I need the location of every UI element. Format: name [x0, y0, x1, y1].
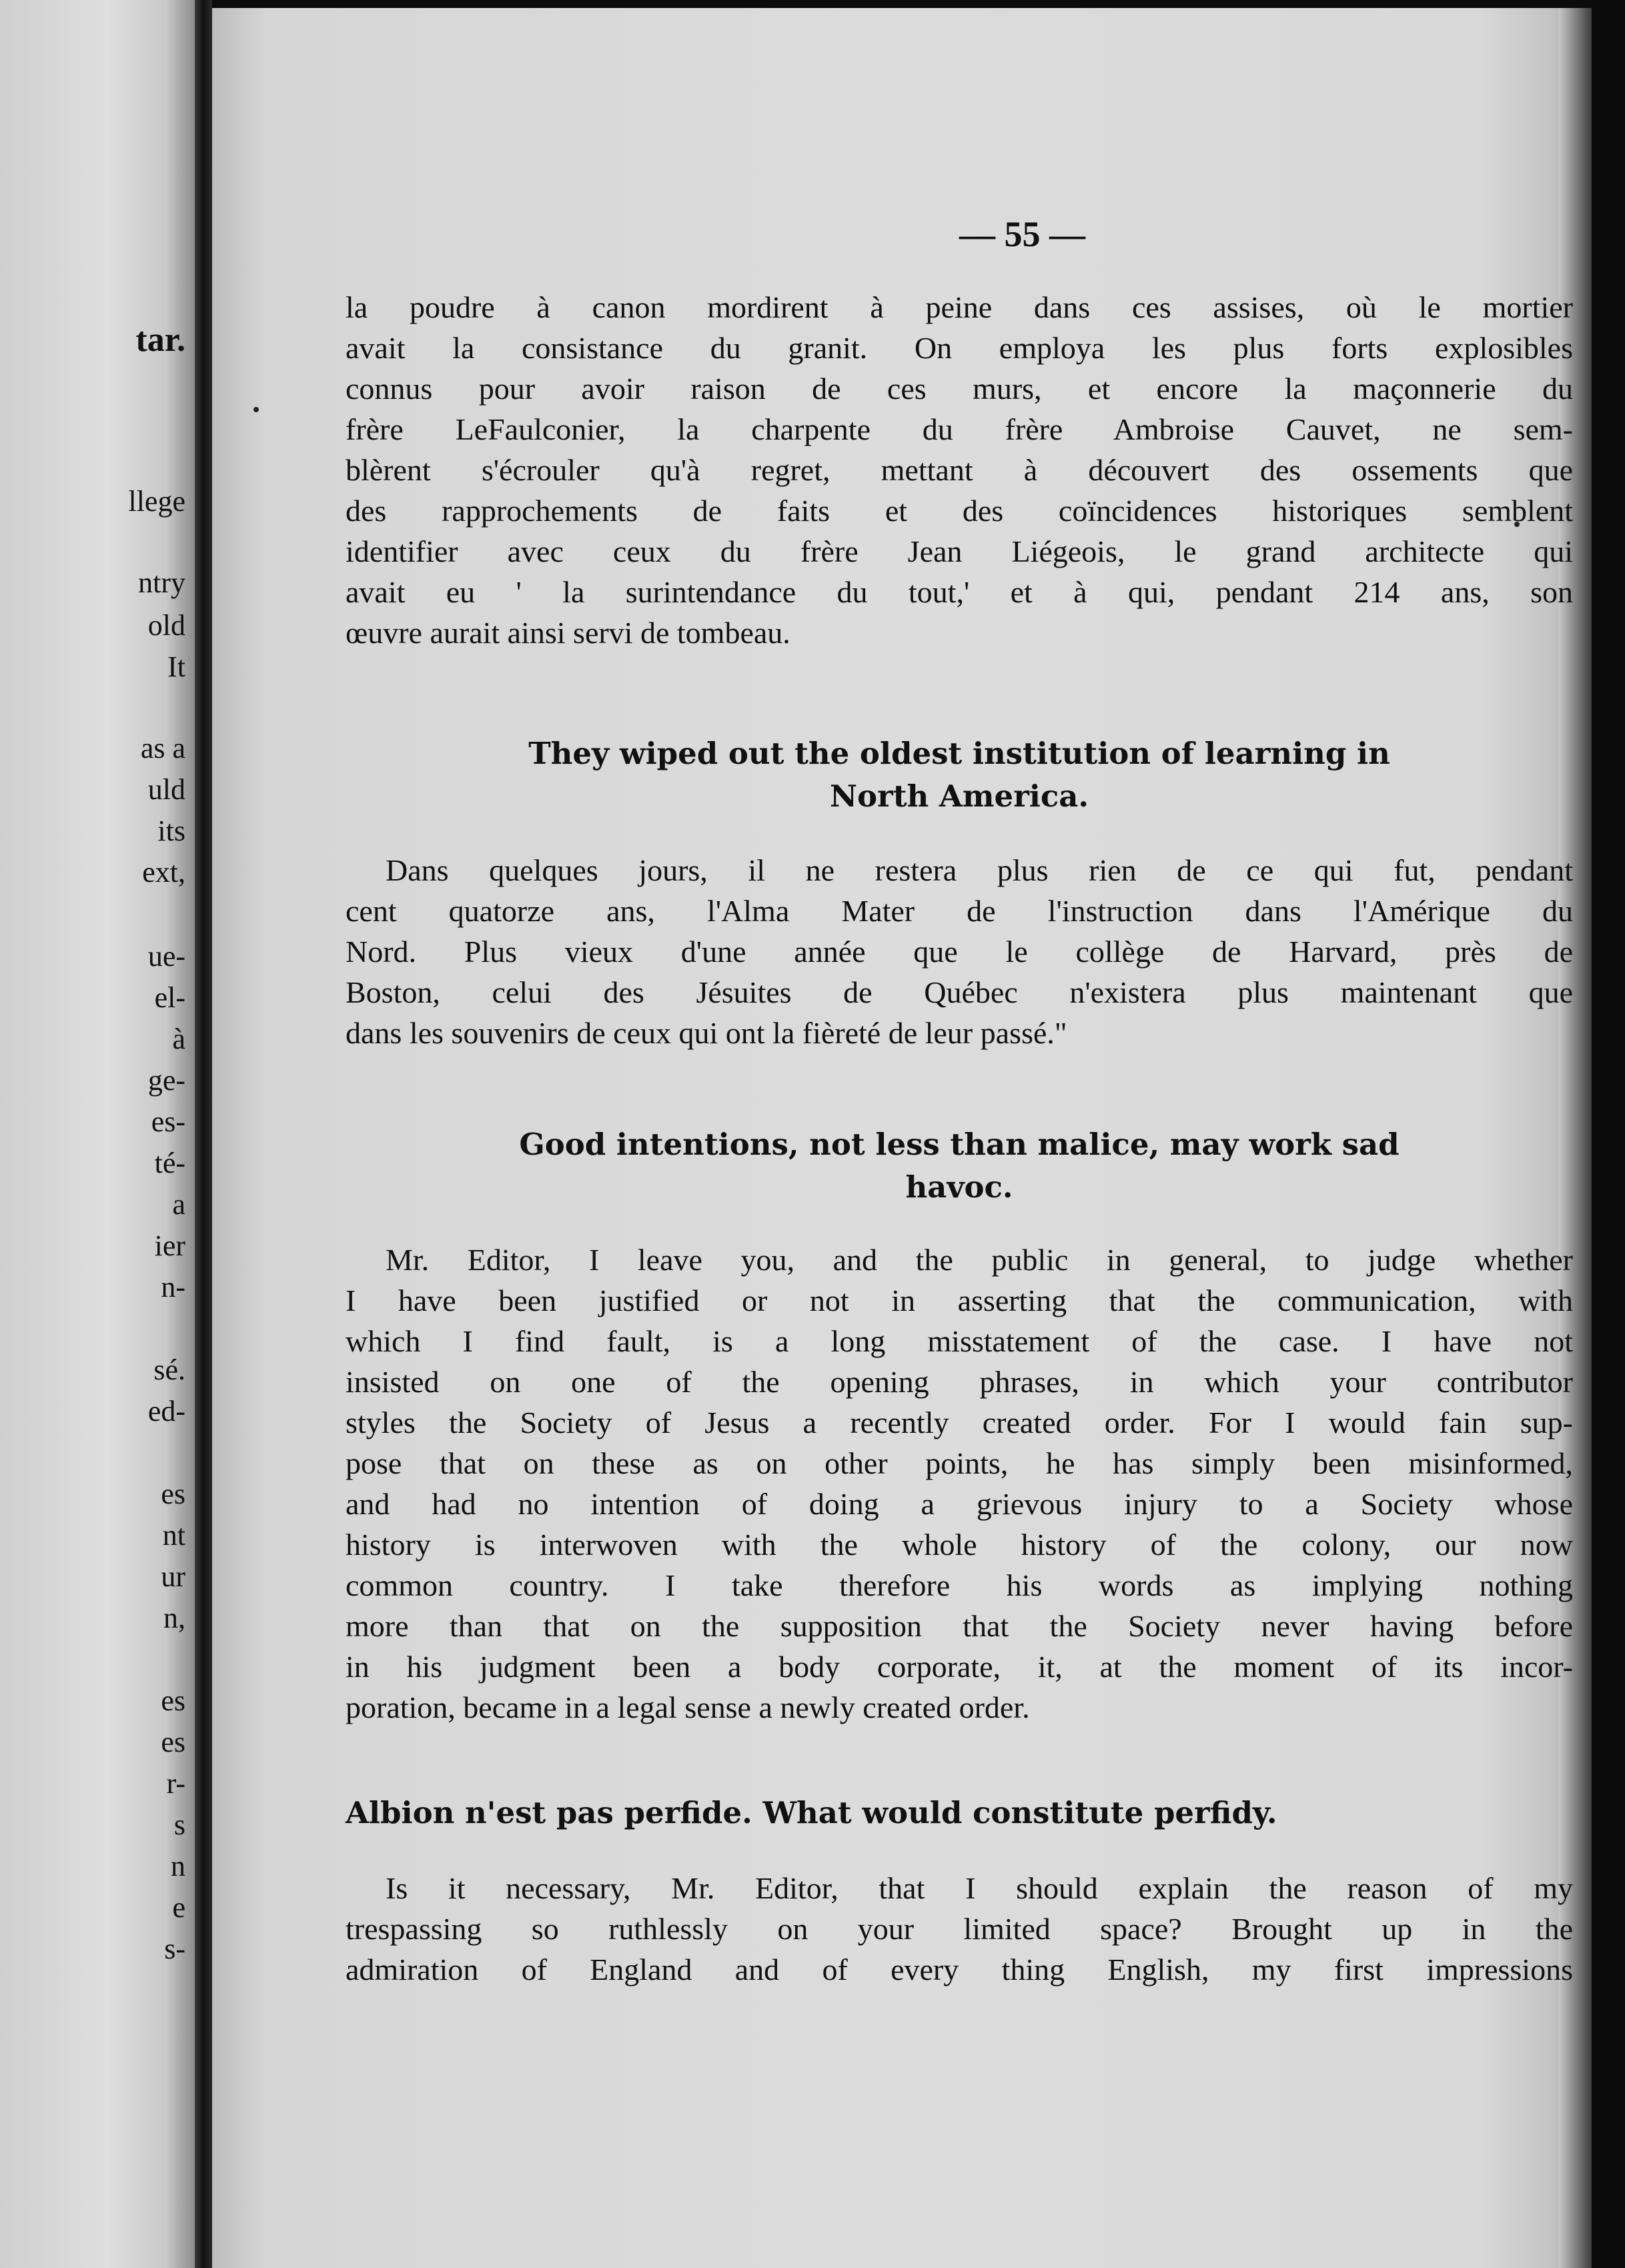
text-line: cent quatorze ans, l'Alma Mater de l'instruction dans l'Amérique du — [346, 894, 1573, 928]
left-fragment: sé. — [153, 1353, 185, 1386]
facing-page-fragment — [0, 0, 195, 2268]
paragraph-3 — [346, 1239, 1573, 1280]
left-fragment: r- — [166, 1767, 185, 1800]
text-line: common country. I take therefore his words as implying nothing — [346, 1568, 1573, 1602]
text-line: Nord. Plus vieux d'une année que le collège de Harvard, près de — [346, 935, 1573, 969]
heading-line: havoc. — [905, 1169, 1013, 1205]
text-line: trespassing so ruthlessly on your limited space? Brought up in the — [346, 1912, 1573, 1946]
heading-line: Good intentions, not less than malice, may work sad — [519, 1127, 1400, 1162]
heading-line: Albion n'est pas perfide. What would constitute perfidy. — [346, 1795, 1277, 1830]
text-line: des rapprochements de faits et des coïncidences historiques semblent — [346, 494, 1573, 528]
left-fragment: uld — [147, 773, 185, 806]
ink-speck — [253, 407, 259, 412]
text-line: history is interwoven with the whole history of the colony, our now — [346, 1528, 1573, 1562]
text-line: avait la consistance du granit. On employa les plus forts explosibles — [346, 331, 1573, 365]
left-fragment: nt — [162, 1519, 185, 1552]
paragraph-3-continued — [346, 1280, 1573, 1728]
left-fragment: as a — [140, 732, 185, 764]
left-fragment: ed- — [147, 1395, 185, 1428]
text-line: Is it necessary, Mr. Editor, that I should explain the reason of my — [386, 1871, 1573, 1905]
text-line: poration, became in a legal sense a newly created order. — [346, 1690, 1030, 1724]
left-fragment: ier — [154, 1229, 185, 1262]
text-line: admiration of England and of every thing English, my first impressions — [346, 1952, 1573, 1987]
left-fragment: tar. — [135, 321, 185, 359]
text-line: and had no intention of doing a grievous injury to a Society whose — [346, 1487, 1573, 1521]
text-line: dans les souvenirs de ceux qui ont la fièreté de leur passé." — [346, 1016, 1067, 1050]
text-line: pose that on these as on other points, he has simply been misinformed, — [346, 1446, 1573, 1480]
left-fragment: ge- — [147, 1064, 185, 1097]
text-line: la poudre à canon mordirent à peine dans ces assises, où le mortier — [346, 290, 1573, 324]
text-line: identifier avec ceux du frère Jean Liégeois, le grand architecte qui — [346, 534, 1573, 568]
left-fragment: el- — [154, 981, 185, 1014]
left-fragment: es — [161, 1726, 185, 1758]
paragraph-2-continued — [346, 891, 1573, 1053]
left-fragment: à — [172, 1023, 185, 1055]
text-line: blèrent s'écrouler qu'à regret, mettant à découvert des ossements que — [346, 453, 1573, 487]
left-fragment: ext, — [142, 856, 185, 889]
left-fragment: It — [167, 650, 185, 683]
text-line: Boston, celui des Jésuites de Québec n'existera plus maintenant que — [346, 975, 1573, 1009]
text-line: styles the Society of Jesus a recently created order. For I would fain sup- — [346, 1405, 1573, 1440]
text-line: which I find fault, is a long misstatement of the case. I have not — [346, 1324, 1573, 1358]
left-fragment: es — [161, 1684, 185, 1717]
left-fragment: n, — [163, 1602, 185, 1634]
text-line: connus pour avoir raison de ces murs, et encore la maçonnerie du — [346, 372, 1573, 406]
book-page — [212, 8, 1592, 2268]
text-line: avait eu ' la surintendance du tout,' et à qui, pendant 214 ans, son — [346, 575, 1573, 609]
left-fragment: e — [172, 1891, 185, 1924]
paragraph-1 — [346, 287, 1573, 653]
paragraph-4-continued — [346, 1908, 1573, 1990]
heading-line: North America. — [829, 778, 1089, 814]
left-fragment: ue- — [147, 940, 185, 973]
left-fragment: n- — [161, 1271, 185, 1303]
left-fragment: n — [171, 1850, 185, 1882]
heading-line: They wiped out the oldest institution of learning in — [528, 736, 1390, 771]
text-line: Dans quelques jours, il ne restera plus rien de ce qui fut, pendant — [386, 853, 1573, 887]
text-line: frère LeFaulconier, la charpente du frère Ambroise Cauvet, ne sem- — [346, 412, 1573, 446]
left-fragment: a — [172, 1188, 185, 1221]
section-heading-2 — [346, 1123, 1573, 1209]
page-number: — 55 — — [959, 214, 1085, 254]
left-fragment: its — [157, 814, 185, 847]
section-heading-1 — [346, 732, 1573, 818]
text-line: I have been justified or not in asserting that the communication, with — [346, 1283, 1573, 1317]
left-fragment: s — [173, 1808, 185, 1841]
book-gutter — [195, 0, 212, 2268]
text-line: œuvre aurait ainsi servi de tombeau. — [346, 616, 790, 650]
section-heading-3 — [346, 1792, 1573, 1834]
text-line: insisted on one of the opening phrases, in which your contributor — [346, 1365, 1573, 1399]
left-fragment: es- — [151, 1105, 185, 1138]
left-fragment: es — [161, 1478, 185, 1510]
left-fragment: s- — [164, 1932, 185, 1965]
left-fragment: ur — [161, 1560, 185, 1593]
text-line: Mr. Editor, I leave you, and the public in general, to judge whether — [386, 1243, 1573, 1277]
text-line: in his judgment been a body corporate, it, at the moment of its incor- — [346, 1650, 1573, 1684]
left-fragment: ntry — [138, 566, 185, 599]
left-fragment: old — [147, 609, 185, 642]
paragraph-4 — [346, 1868, 1573, 1908]
left-fragment: té- — [154, 1147, 185, 1179]
left-fragment: llege — [128, 485, 185, 518]
text-line: more than that on the supposition that the Society never having before — [346, 1609, 1573, 1643]
paragraph-2 — [346, 850, 1573, 891]
